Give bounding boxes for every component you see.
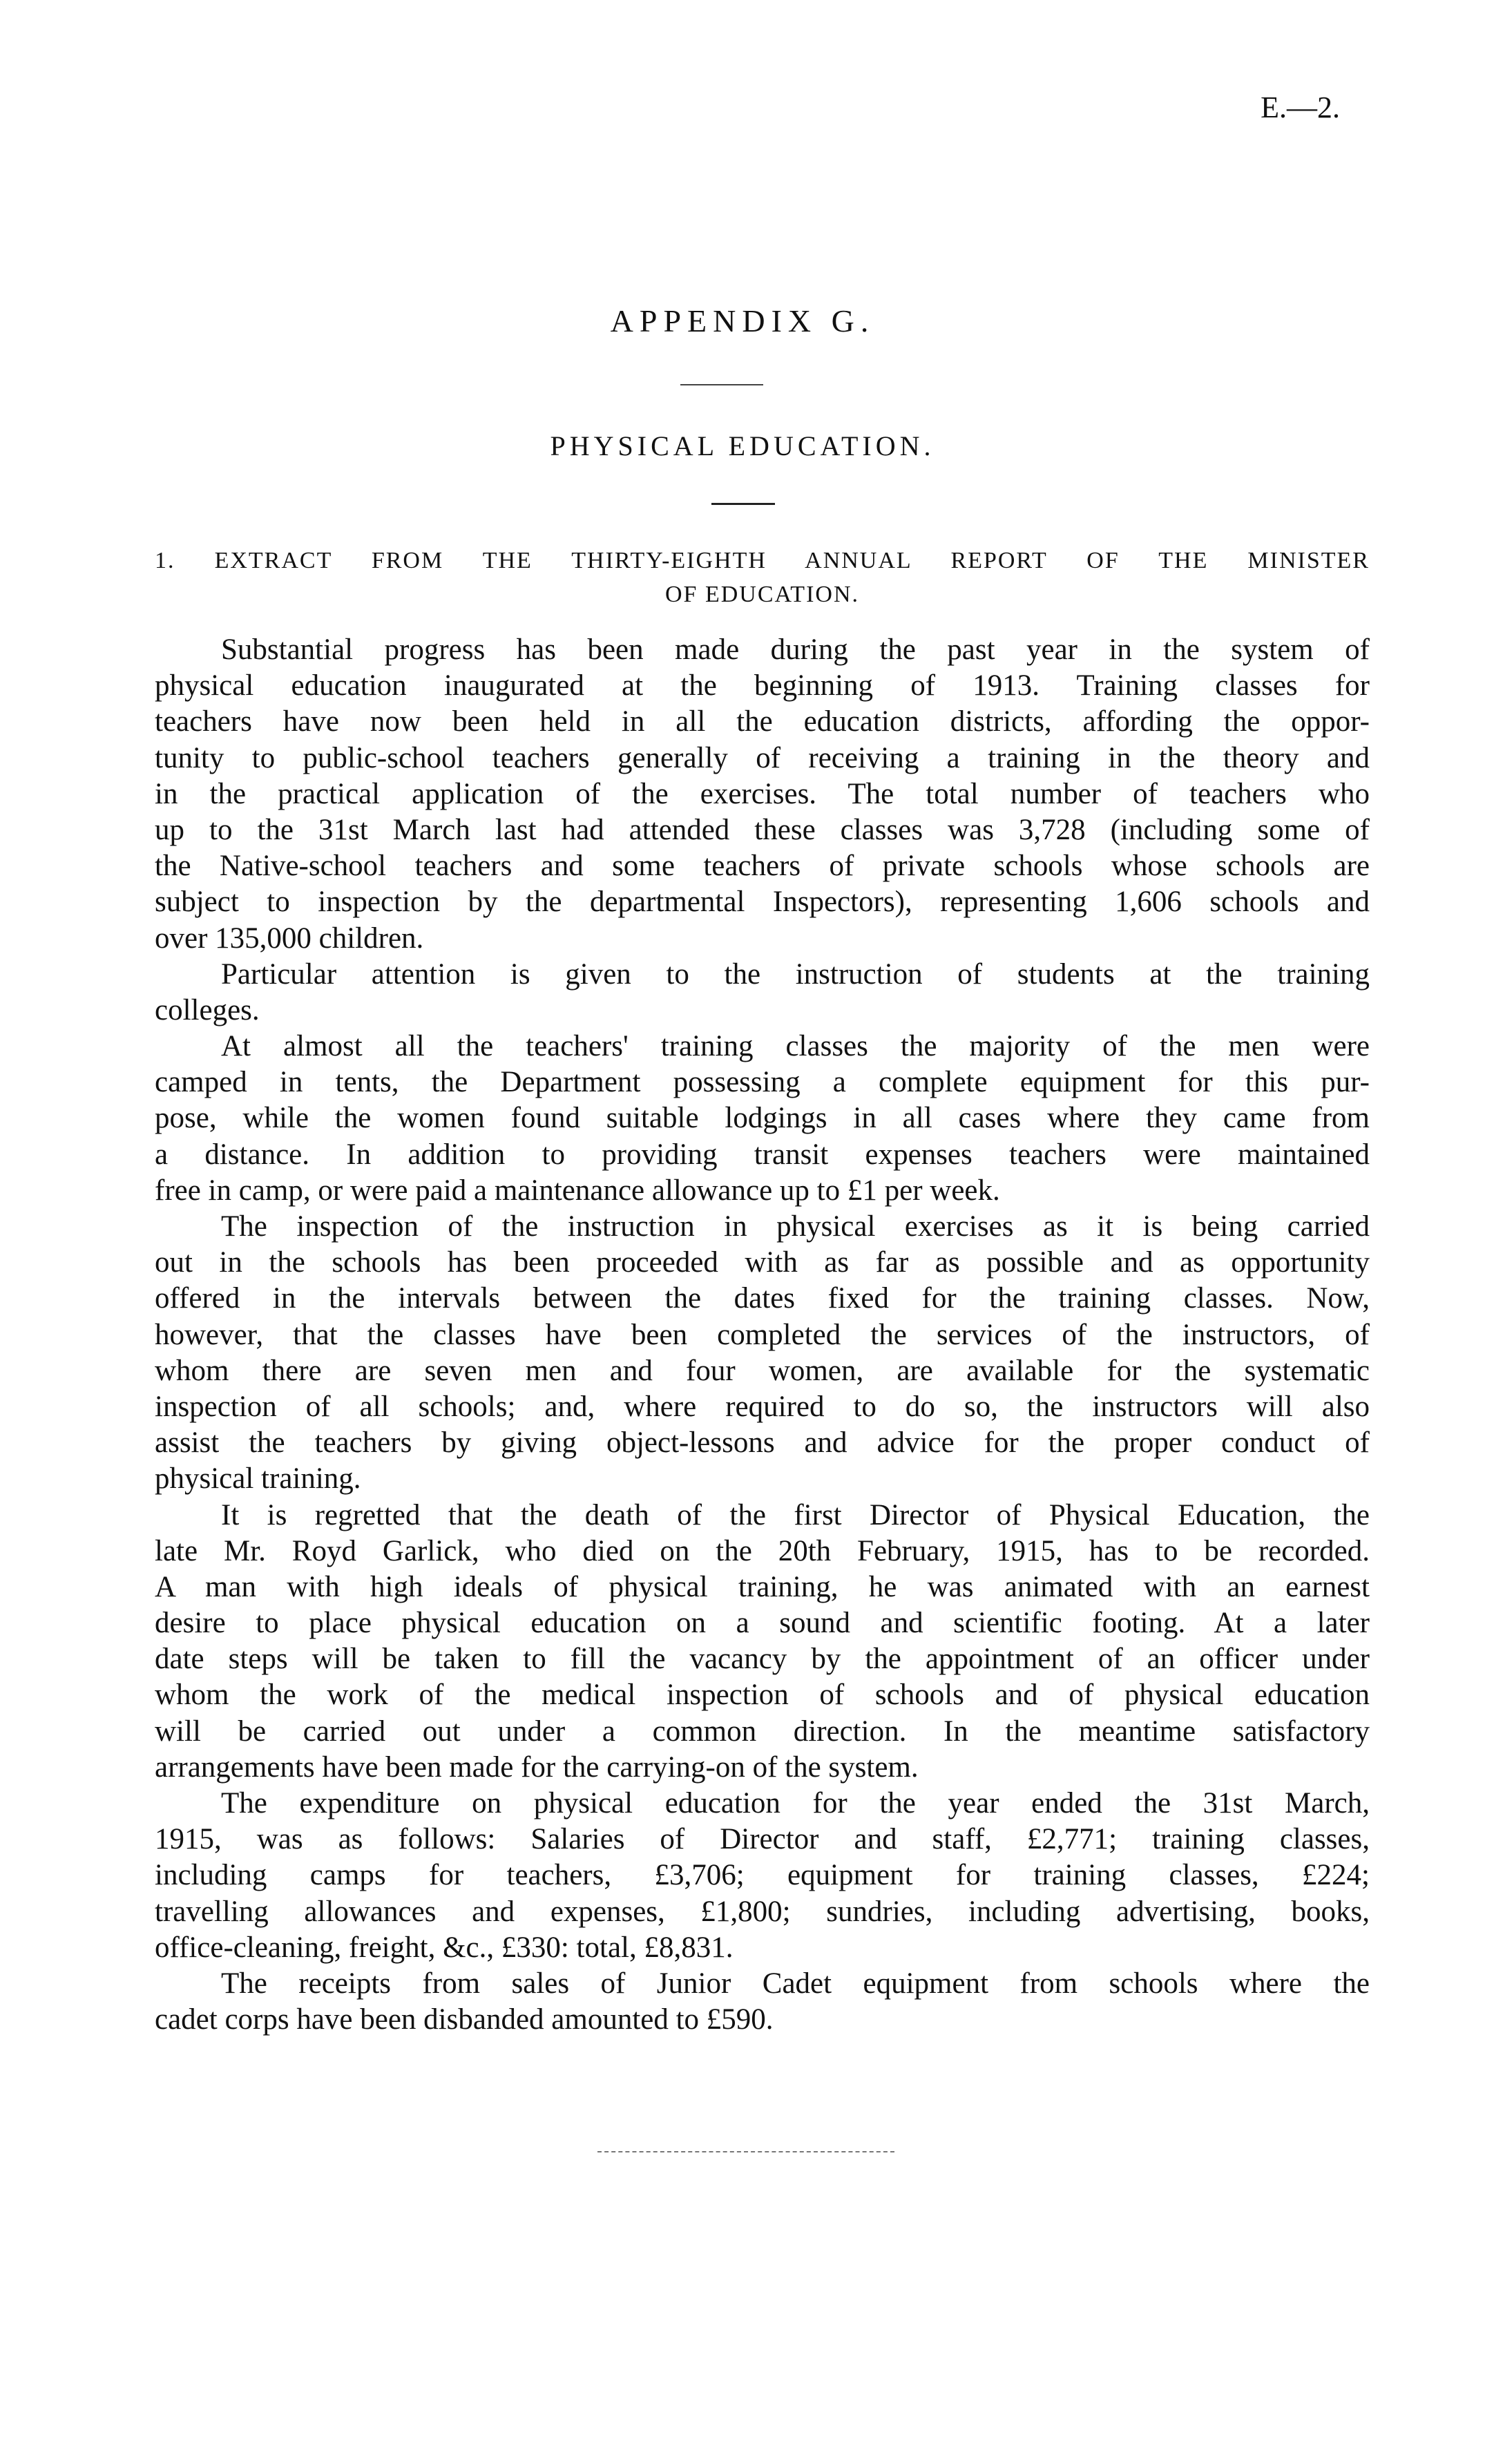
paragraph <box>155 957 1370 1029</box>
text-line: whom there are seven men and four women, are available for the systematic <box>155 1354 1370 1387</box>
text-line: physical education inaugurated at the beginning of 1913. Training classes for <box>155 669 1370 703</box>
page-number: E.—2. <box>1261 90 1340 124</box>
text-line: teachers have now been held in all the education districts, affording the oppor- <box>155 705 1370 738</box>
text-line: arrangements have been made for the carrying-on of the system. <box>155 1750 919 1784</box>
paragraph <box>155 1786 1370 1966</box>
divider <box>680 384 763 385</box>
text-line: The receipts from sales of Junior Cadet equipment from schools where the <box>221 1967 1370 2000</box>
text-line: travelling allowances and expenses, £1,800; sundries, including advertising, books, <box>155 1895 1370 1928</box>
text-line: subject to inspection by the departmental Inspectors), representing 1,606 schools and <box>155 886 1370 919</box>
text-line: inspection of all schools; and, where required to do so, the instructors will also <box>155 1390 1370 1423</box>
text-line: date steps will be taken to fill the vacancy by the appointment of an officer under <box>155 1643 1370 1676</box>
text-line: assist the teachers by giving object-lessons and advice for the proper conduct of <box>155 1426 1370 1460</box>
section-title: PHYSICAL EDUCATION. <box>550 430 935 461</box>
extract-heading-line: OF EDUCATION. <box>665 582 859 607</box>
text-line: office-cleaning, freight, &c., £330: total, £8,831. <box>155 1931 734 1964</box>
text-line: free in camp, or were paid a maintenance allowance up to £1 per week. <box>155 1174 1000 1207</box>
text-line: The expenditure on physical education for the year ended the 31st March, <box>221 1787 1370 1820</box>
text-line: Particular attention is given to the instruction of students at the training <box>221 957 1370 991</box>
appendix-title: APPENDIX G. <box>610 303 875 338</box>
text-line: offered in the intervals between the dates fixed for the training classes. Now, <box>155 1282 1370 1315</box>
paragraph <box>155 1029 1370 1209</box>
body-text <box>155 632 1370 2038</box>
text-line: 1915, was as follows: Salaries of Director and staff, £2,771; training classes, <box>155 1823 1370 1856</box>
text-line: cadet corps have been disbanded amounted to £590. <box>155 2003 774 2036</box>
text-line: desire to place physical education on a sound and scientific footing. At a later <box>155 1607 1370 1640</box>
text-line: will be carried out under a common direction. In the meantime satisfactory <box>155 1715 1370 1748</box>
text-line: pose, while the women found suitable lodgings in all cases where they came from <box>155 1102 1370 1135</box>
text-line: a distance. In addition to providing transit expenses teachers were maintained <box>155 1138 1370 1171</box>
text-line: At almost all the teachers' training classes the majority of the men were <box>221 1030 1370 1063</box>
text-line: the Native-school teachers and some teachers of private schools whose schools are <box>155 850 1370 883</box>
end-divider <box>597 2151 894 2152</box>
divider <box>711 503 775 505</box>
text-line: tunity to public-school teachers generally of receiving a training in the theory and <box>155 741 1370 774</box>
paragraph <box>155 1966 1370 2038</box>
text-line: The inspection of the instruction in physical exercises as it is being carried <box>221 1210 1370 1243</box>
text-line: whom the work of the medical inspection of schools and of physical education <box>155 1679 1370 1712</box>
text-line: however, that the classes have been completed the services of the instructors, of <box>155 1318 1370 1351</box>
text-line: A man with high ideals of physical training, he was animated with an earnest <box>155 1570 1370 1603</box>
paragraph <box>155 632 1370 957</box>
text-line: including camps for teachers, £3,706; equipment for training classes, £224; <box>155 1859 1370 1892</box>
text-line: out in the schools has been proceeded with as far as possible and as opportunity <box>155 1246 1370 1279</box>
text-line: over 135,000 children. <box>155 921 424 955</box>
text-line: up to the 31st March last had attended these classes was 3,728 (including some of <box>155 813 1370 846</box>
paragraph <box>155 1498 1370 1786</box>
text-line: camped in tents, the Department possessing a complete equipment for this pur- <box>155 1066 1370 1099</box>
extract-heading-line: 1. EXTRACT FROM THE THIRTY-EIGHTH ANNUAL REPORT OF THE MINISTER <box>155 548 1370 573</box>
text-line: colleges. <box>155 993 260 1026</box>
text-line: late Mr. Royd Garlick, who died on the 20th February, 1915, has to be recorded. <box>155 1534 1370 1567</box>
text-line: physical training. <box>155 1462 361 1496</box>
text-line: Substantial progress has been made during the past year in the system of <box>221 633 1370 666</box>
text-line: It is regretted that the death of the first Director of Physical Education, the <box>221 1498 1370 1531</box>
text-line: in the practical application of the exercises. The total number of teachers who <box>155 777 1370 810</box>
paragraph <box>155 1209 1370 1498</box>
